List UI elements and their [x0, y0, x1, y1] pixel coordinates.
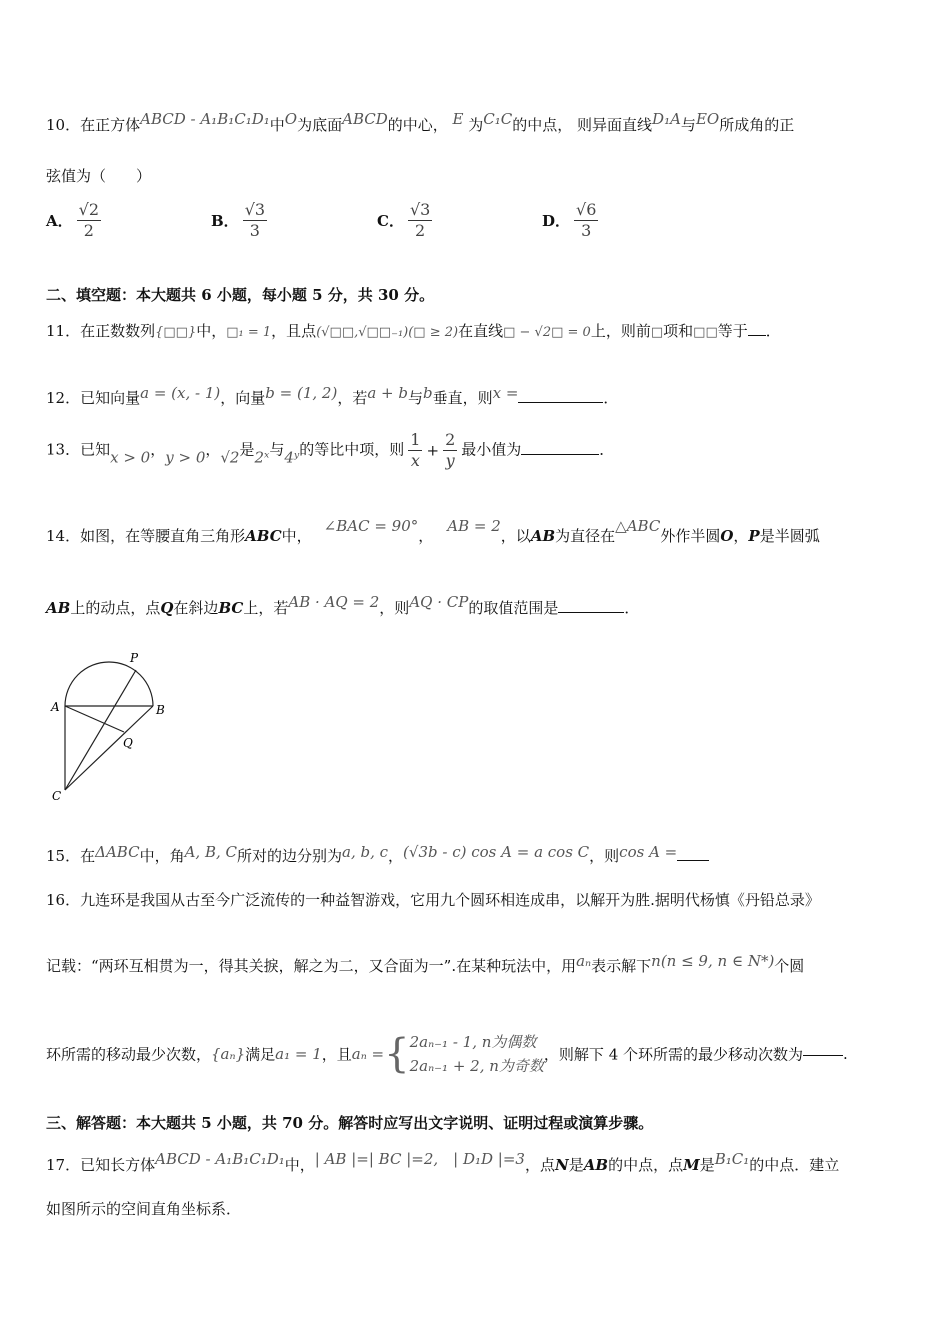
- q10-line2: 弦值为（ ）: [46, 167, 152, 185]
- q14-line2: AB上的动点，点Q在斜边BC上，若AB · AQ = 2，则AQ · CP的取值范围是 ．: [46, 593, 640, 617]
- q17-line1: 17．已知长方体ABCD - A₁B₁C₁D₁中，| AB |=| BC |=2, | D₁D |=3，点N是AB的中点，点M是B₁C₁的中点．建立: [46, 1150, 840, 1174]
- q14-line1: 14．如图，在等腰直角三角形ABC中，∠BAC = 90°，AB = 2，以AB为直径在△ABC外作半圆O，P是半圆弧: [46, 517, 820, 545]
- fraction: $\frac{2}{y}$: [445, 430, 456, 470]
- answer-blank[interactable]: [521, 452, 599, 455]
- segment-cp: [65, 670, 136, 790]
- fraction: $\frac{√3}{3}$: [244, 200, 266, 240]
- option-b[interactable]: B． $\frac{√3}{3}$: [211, 200, 266, 240]
- answer-blank[interactable]: [748, 333, 766, 336]
- fraction: $\frac{1}{x}$: [410, 430, 421, 470]
- option-d[interactable]: D． $\frac{√6}{3}$: [542, 200, 597, 240]
- label-q: Q: [123, 736, 133, 750]
- semicircle-arc: [65, 662, 153, 706]
- q15: 15．在ΔABC中，角A, B, C所对的边分别为a, b, c，(√3b - c) cos A = a cos C，则cos A =: [46, 843, 709, 866]
- brace-symbol: {: [384, 1031, 410, 1077]
- q14-figure: [46, 648, 176, 808]
- fraction: $\frac{√2}{2}$: [78, 200, 100, 240]
- label-a: A: [51, 700, 60, 714]
- answer-blank[interactable]: [803, 1053, 843, 1056]
- answer-blank[interactable]: [677, 858, 709, 861]
- q16-line1: 16．九连环是我国从古至今广泛流传的一种益智游戏，它用九个圆环相连成串，以解开为胜.据明代杨慎《丹铅总录》: [46, 891, 820, 909]
- fraction: $\frac{√6}{3}$: [576, 200, 597, 240]
- label-p: P: [130, 651, 139, 665]
- piecewise-cases: 2aₙ₋₁ - 1, n为偶数 2aₙ₋₁ + 2, n为奇数: [409, 1033, 544, 1075]
- answer-blank[interactable]: [558, 610, 624, 613]
- segment-bc: [65, 706, 153, 790]
- segment-aq: [65, 706, 124, 732]
- q10-line1: 10．在正方体ABCD - A₁B₁C₁D₁中O为底面ABCD的中心， E 为C₁C的中点， 则异面直线D₁A与EO所成角的正: [46, 110, 795, 134]
- fraction: $\frac{√3}{2}$: [409, 200, 431, 240]
- q10-number: 10．: [46, 116, 81, 134]
- q12: 12．已知向量a = (x, - 1)，向量b = (1, 2)，若a + b与b垂直，则x = ．: [46, 384, 619, 407]
- q11: 11．在正数数列{□□}中，□₁ = 1，且点(√□□,√□□₋₁)(□ ≥ 2)在直线□ − √2□ = 0上，则前□项和□□等于 ．: [46, 322, 781, 340]
- label-b: B: [156, 703, 165, 717]
- option-c[interactable]: C． $\frac{√3}{2}$: [377, 200, 431, 240]
- q16-line2: 记载：“两环互相贯为一，得其关捩，解之为二，又合面为一”.在某种玩法中，用aₙ表示解下n(n ≤ 9, n ∈ N*)个圆: [46, 952, 805, 975]
- section-heading-fill-blank: 二、填空题：本大题共 6 小题，每小题 5 分，共 30 分。: [46, 286, 435, 304]
- q17-line2: 如图所示的空间直角坐标系．: [46, 1200, 242, 1218]
- label-c: C: [52, 789, 62, 803]
- option-a[interactable]: A． $\frac{√2}{2}$: [46, 200, 100, 240]
- math-expr: ABCD - A₁B₁C₁D₁: [140, 110, 270, 128]
- section-heading-solutions: 三、解答题：本大题共 5 小题，共 70 分。解答时应写出文字说明、证明过程或演算步骤。: [46, 1114, 654, 1132]
- q16-line3: 环所需的移动最少次数，{aₙ}满足a₁ = 1，且aₙ ={ 2aₙ₋₁ - 1, n为偶数 2aₙ₋₁ + 2, n为奇数 ，则解下 4 个环所需的最少移动次数为 .: [46, 1031, 848, 1077]
- q13: 13．已知x > 0，y > 0，√2是2ˣ与4ʸ的等比中项，则 $\frac{1}{x}$ + $\frac{2}{y}$ 最小值为 ．: [46, 430, 615, 470]
- answer-blank[interactable]: [518, 400, 603, 403]
